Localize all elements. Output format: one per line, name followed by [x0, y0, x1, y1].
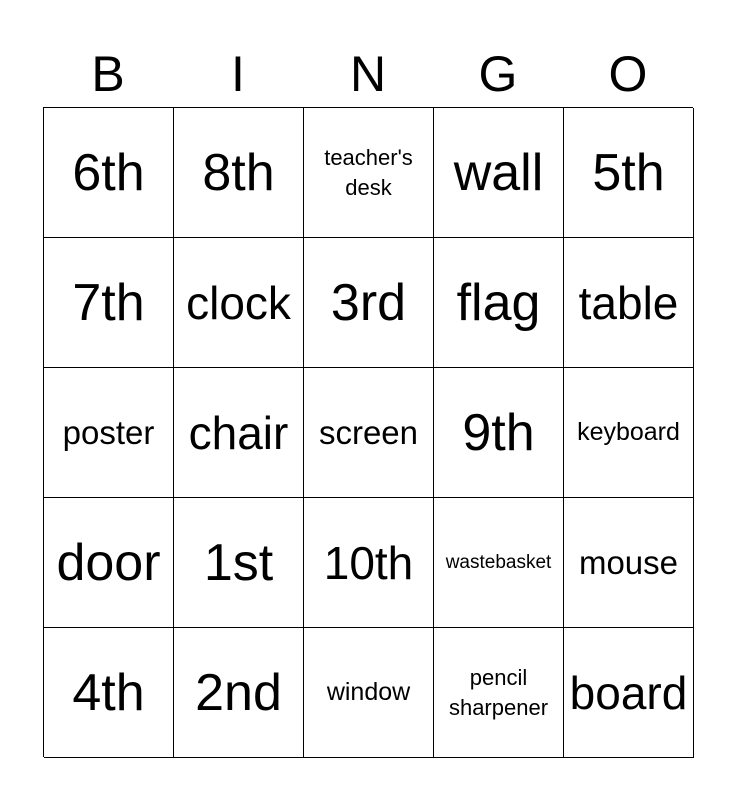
- bingo-cell[interactable]: [304, 628, 434, 758]
- bingo-cell[interactable]: [304, 368, 434, 498]
- bingo-cell[interactable]: [434, 498, 564, 628]
- cell-text: 10th: [323, 536, 414, 589]
- bingo-cell[interactable]: [174, 238, 304, 368]
- bingo-cell[interactable]: [304, 238, 434, 368]
- bingo-cell[interactable]: [44, 498, 174, 628]
- header-letter-b: B: [91, 46, 125, 102]
- bingo-cell[interactable]: [174, 108, 304, 238]
- bingo-cell[interactable]: [434, 238, 564, 368]
- header-letter-g: G: [478, 46, 518, 102]
- cell-text: 5th: [592, 143, 665, 202]
- bingo-cell[interactable]: [44, 368, 174, 498]
- bingo-cell[interactable]: [564, 628, 694, 758]
- cell-text: 7th: [72, 273, 145, 332]
- cell-text: mouse: [578, 543, 679, 581]
- bingo-cell[interactable]: [174, 628, 304, 758]
- cell-text: window: [326, 678, 411, 706]
- cell-text: keyboard: [577, 418, 680, 446]
- cell-text: flag: [456, 273, 541, 332]
- cell-text: door: [56, 533, 161, 592]
- cell-text: pencil sharpener: [448, 664, 549, 720]
- bingo-cell[interactable]: [304, 498, 434, 628]
- bingo-cell[interactable]: [174, 498, 304, 628]
- cell-text: 1st: [203, 533, 274, 592]
- bingo-cell[interactable]: [174, 368, 304, 498]
- bingo-cell[interactable]: [564, 368, 694, 498]
- cell-text: 2nd: [195, 663, 282, 722]
- cell-text: 4th: [72, 663, 145, 722]
- bingo-board: [43, 107, 693, 757]
- cell-text: clock: [186, 276, 291, 329]
- header-letter-n: N: [349, 46, 387, 102]
- bingo-cell[interactable]: [44, 238, 174, 368]
- cell-text: poster: [62, 413, 155, 451]
- bingo-cell[interactable]: [564, 238, 694, 368]
- bingo-cell[interactable]: [564, 498, 694, 628]
- bingo-cell[interactable]: [434, 628, 564, 758]
- cell-text: teacher's desk: [324, 144, 413, 200]
- bingo-cell[interactable]: [434, 108, 564, 238]
- cell-text: wall: [453, 143, 544, 202]
- cell-text: chair: [188, 406, 289, 459]
- cell-text: board: [569, 666, 688, 719]
- cell-text: table: [578, 276, 679, 329]
- cell-text: 9th: [462, 403, 535, 462]
- cell-text: screen: [318, 413, 419, 451]
- bingo-cell[interactable]: [434, 368, 564, 498]
- header-letter-i: I: [231, 46, 245, 102]
- bingo-cell[interactable]: [44, 108, 174, 238]
- cell-text: 8th: [202, 143, 275, 202]
- bingo-cell[interactable]: [564, 108, 694, 238]
- cell-text: wastebasket: [445, 551, 552, 573]
- bingo-header: [43, 42, 693, 106]
- header-letter-o: O: [608, 46, 648, 102]
- cell-text: 6th: [72, 143, 145, 202]
- bingo-cell[interactable]: [304, 108, 434, 238]
- bingo-cell[interactable]: [44, 628, 174, 758]
- cell-text: 3rd: [330, 273, 407, 332]
